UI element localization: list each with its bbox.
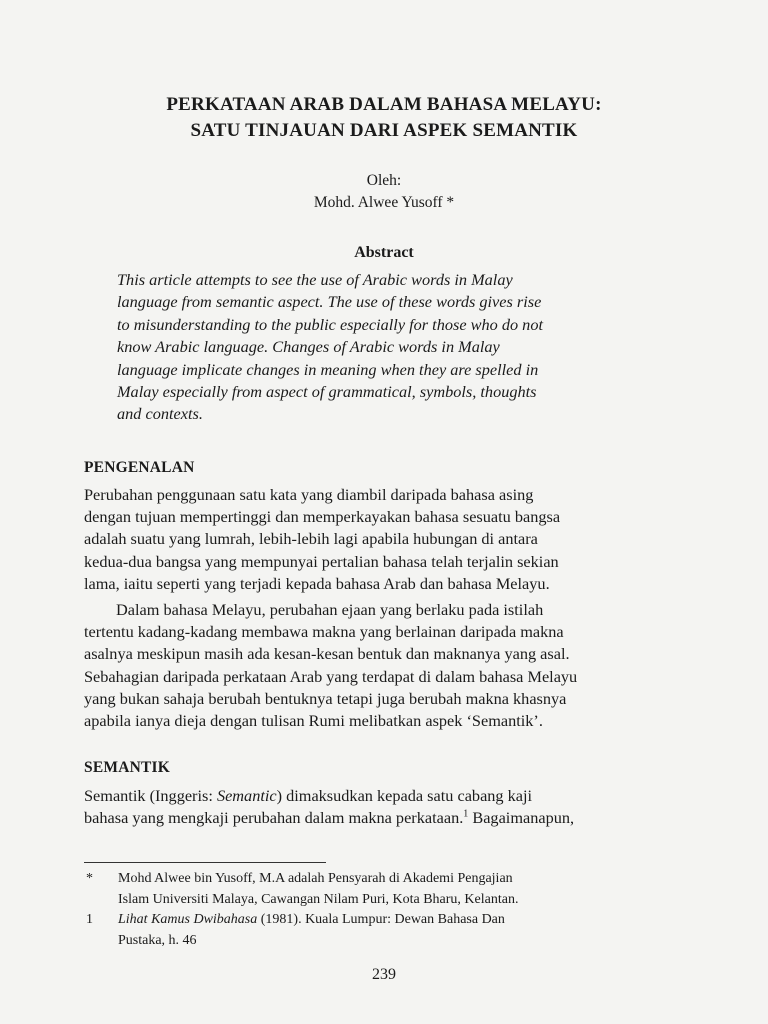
abstract-line: language implicate changes in meaning when they are spelled in (117, 359, 539, 379)
byline (0, 170, 768, 214)
footnote-line: Islam Universiti Malaya, Cawangan Nilam Puri, Kota Bharu, Kelantan. (118, 891, 519, 907)
text-run: ) dimaksudkan kepada satu cabang kaji (276, 786, 533, 805)
paragraph-line: Perubahan penggunaan satu kata yang diambil daripada bahasa asing (84, 485, 534, 504)
footnote-mark: * (86, 871, 93, 886)
footnote-1 (84, 910, 706, 951)
title-line-1: PERKATAAN ARAB DALAM BAHASA MELAYU: (166, 94, 602, 115)
page-number: 239 (372, 966, 396, 983)
section-heading-pengenalan: PENGENALAN (84, 459, 195, 476)
text-run: Bagaimanapun, (468, 808, 575, 828)
article-title (0, 92, 768, 144)
abstract-line: to misunderstanding to the public especially for those who do not (117, 314, 543, 334)
text-run: bahasa yang mengkaji perubahan dalam makna perkataan. (84, 808, 464, 828)
paragraph-line: adalah suatu yang lumrah, lebih-lebih lagi apabila hubungan di antara (84, 529, 538, 549)
title-line-2: SATU TINJAUAN DARI ASPEK SEMANTIK (190, 120, 578, 141)
footnote-reference: 1 (463, 808, 469, 820)
text-run: (1981). Kuala Lumpur: Dewan Bahasa Dan (257, 912, 505, 927)
paragraph-pengenalan-2 (84, 599, 706, 732)
byline-label: Oleh: (366, 172, 402, 189)
paragraph-pengenalan-1 (84, 484, 706, 595)
abstract-line: language from semantic aspect. The use of these words gives rise (117, 292, 542, 312)
abstract-line: know Arabic language. Changes of Arabic words in Malay (117, 337, 500, 357)
abstract-line: Malay especially from aspect of grammatical, symbols, thoughts (117, 382, 537, 402)
paragraph-line: apabila ianya dieja dengan tulisan Rumi melibatkan aspek ‘Semantik’. (84, 711, 543, 731)
paragraph-line: kedua-dua bangsa yang mempunyai pertalian bahasa telah terjalin sekian (84, 551, 559, 571)
paragraph-line (84, 785, 706, 807)
paragraph-line: tertentu kadang-kadang membawa makna yang berlainan daripada makna (84, 622, 564, 642)
footnote-mark: 1 (86, 912, 93, 927)
paragraph-semantik (84, 785, 706, 829)
section-heading-semantik: SEMANTIK (84, 759, 171, 776)
paragraph-line: yang bukan sahaja berubah bentuknya tetapi juga berubah makna khasnya (84, 688, 567, 708)
abstract-line: This article attempts to see the use of Arabic words in Malay (117, 270, 513, 289)
footnote-author (84, 869, 706, 910)
footnote-divider (84, 862, 326, 863)
paragraph-line: Sebahagian daripada perkataan Arab yang terdapat di dalam bahasa Melayu (84, 666, 578, 686)
paragraph-line: Dalam bahasa Melayu, perubahan ejaan yang berlaku pada istilah (116, 600, 544, 619)
italic-term: Semantic (216, 786, 277, 805)
paragraph-line: dengan tujuan mempertinggi dan memperkayakan bahasa sesuatu bangsa (84, 507, 561, 527)
abstract-line: and contexts. (117, 404, 203, 424)
paragraph-line: lama, iaitu seperti yang terjadi kepada bahasa Arab dan bahasa Melayu. (84, 573, 550, 593)
footnote-line: Pustaka, h. 46 (118, 932, 197, 948)
paragraph-line (84, 807, 706, 829)
abstract-heading: Abstract (354, 244, 414, 261)
abstract-body (117, 269, 667, 426)
author-name: Mohd. Alwee Yusoff * (313, 194, 455, 211)
footnote-italic-title: Lihat Kamus Dwibahasa (118, 912, 258, 927)
paragraph-line: asalnya meskipun masih ada kesan-kesan bentuk dan maknanya yang asal. (84, 644, 570, 664)
text-run: Semantik (Inggeris: (84, 786, 217, 805)
footnotes (84, 869, 706, 951)
footnote-line (118, 910, 706, 931)
footnote-line: Mohd Alwee bin Yusoff, M.A adalah Pensyarah di Akademi Pengajian (118, 871, 513, 886)
